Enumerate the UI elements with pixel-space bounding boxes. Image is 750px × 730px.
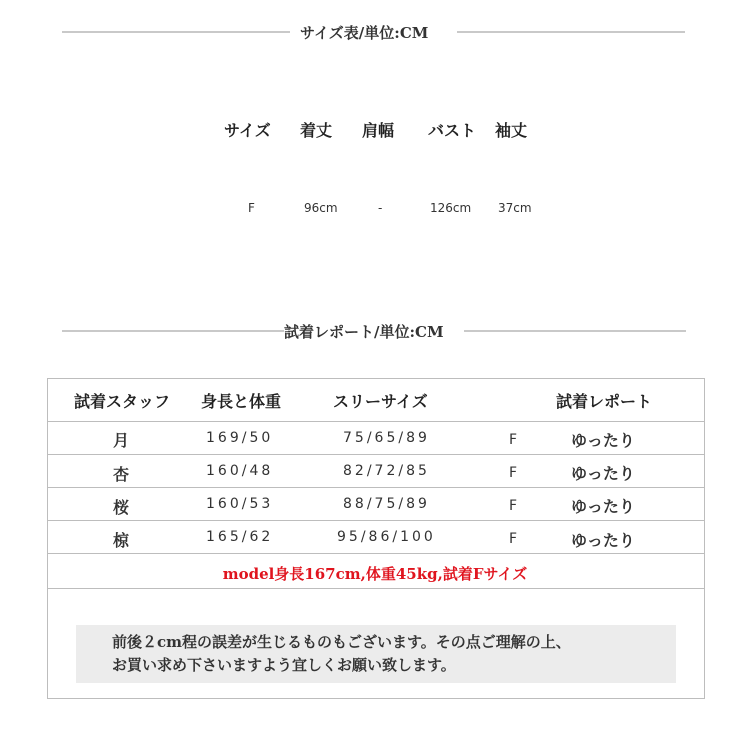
table-row-fit: ゆったり — [571, 431, 635, 450]
size-header-bust: バスト — [428, 121, 477, 140]
table-row-three-size: 95/86/100 — [337, 529, 436, 545]
size-value-size: F — [248, 201, 255, 215]
table-row-height-weight: 160/48 — [206, 463, 274, 479]
size-header-sleeve: 袖丈 — [495, 121, 528, 140]
row-divider — [47, 487, 705, 488]
table-row-height-weight: 169/50 — [206, 430, 274, 446]
header-staff: 試着スタッフ — [74, 392, 171, 411]
table-row-name: 月 — [113, 431, 130, 450]
table-row-name: 杏 — [113, 465, 130, 484]
row-divider — [47, 421, 705, 422]
header-fit-report: 試着レポート — [556, 392, 653, 411]
table-row-size: F — [509, 531, 518, 547]
table-row-size: F — [509, 498, 518, 514]
row-divider — [47, 520, 705, 521]
model-note: model身長167cm,体重45kg,試着Fサイズ — [222, 565, 528, 583]
size-title-rule-right — [457, 31, 685, 33]
header-height-weight: 身長と体重 — [201, 392, 282, 411]
size-value-length: 96cm — [304, 201, 338, 215]
table-row-name: 桜 — [113, 498, 130, 517]
table-row-three-size: 75/65/89 — [343, 430, 430, 446]
row-divider — [47, 553, 705, 554]
header-three-size: スリーサイズ — [333, 392, 428, 411]
table-row-size: F — [509, 465, 518, 481]
disclaimer-line-1: 前後２cm程の誤差が生じるものもございます。その点ご理解の上、 — [112, 633, 571, 651]
report-title-rule-right — [464, 330, 686, 332]
size-header-length: 着丈 — [300, 121, 333, 140]
table-row-fit: ゆったり — [571, 531, 635, 550]
table-row-height-weight: 160/53 — [206, 496, 274, 512]
size-section-title: サイズ表/単位:CM — [300, 24, 429, 42]
disclaimer-line-2: お買い求め下さいますよう宜しくお願い致します。 — [112, 656, 456, 674]
row-divider — [47, 588, 705, 589]
size-value-sleeve: 37cm — [498, 201, 532, 215]
size-value-shoulder: - — [378, 201, 383, 215]
table-row-three-size: 82/72/85 — [343, 463, 430, 479]
size-title-rule-left — [62, 31, 290, 33]
table-row-name: 椋 — [113, 531, 130, 550]
size-header-shoulder: 肩幅 — [362, 121, 395, 140]
table-row-fit: ゆったり — [571, 497, 635, 516]
table-row-three-size: 88/75/89 — [343, 496, 430, 512]
table-row-size: F — [509, 432, 518, 448]
size-value-bust: 126cm — [430, 201, 472, 215]
table-row-fit: ゆったり — [571, 464, 635, 483]
size-header-size: サイズ — [224, 121, 271, 140]
row-divider — [47, 454, 705, 455]
table-row-height-weight: 165/62 — [206, 529, 274, 545]
report-title-rule-left — [62, 330, 287, 332]
report-section-title: 試着レポート/単位:CM — [284, 323, 444, 341]
